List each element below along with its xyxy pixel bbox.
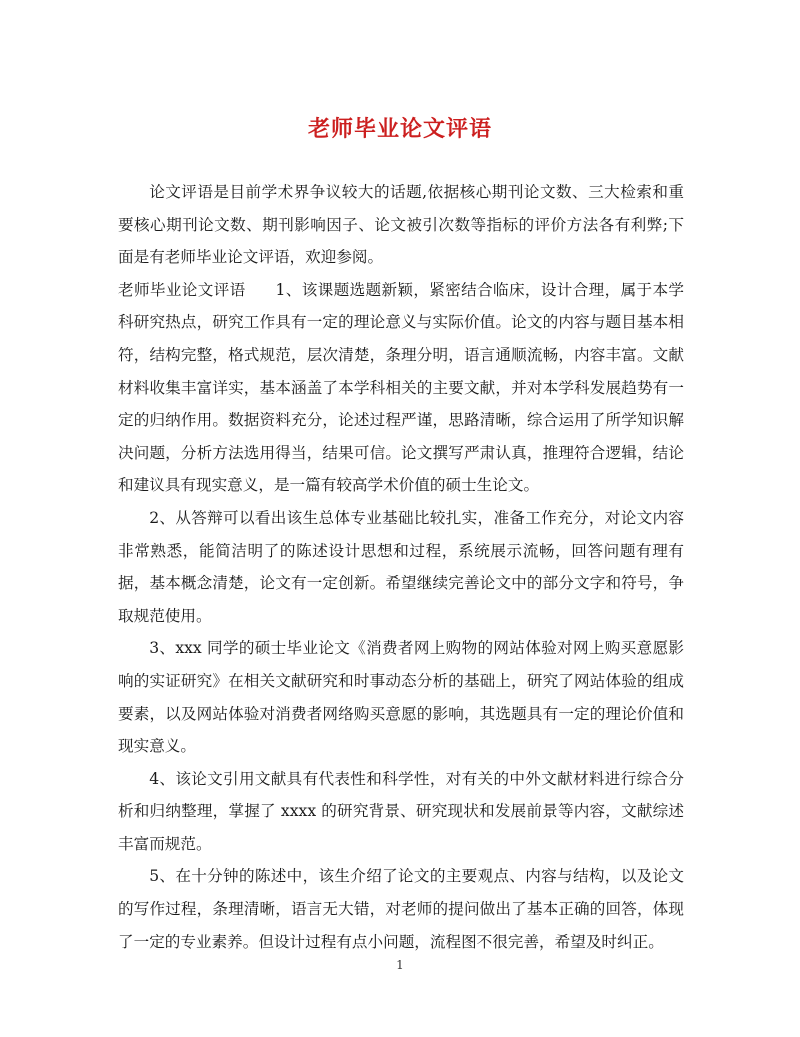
comment-5-paragraph: 5、在十分钟的陈述中，该生介绍了论文的主要观点、内容与结构，以及论文的写作过程，条理清晰，语言无大错，对老师的提问做出了基本正确的回答，体现了一定的专业素养。但设计过程有点小问题，流程图不很完善，希望及时纠正。 xyxy=(118,867,684,951)
comment-2-paragraph: 2、从答辩可以看出该生总体专业基础比较扎实，准备工作充分，对论文内容非常熟悉，能简洁明了的陈述设计思想和过程，系统展示流畅，回答问题有理有据，基本概念清楚，论文有一定创新。希望继续完善论文中的部分文字和符号，争取规范使用。 xyxy=(118,508,684,625)
document-body xyxy=(118,176,684,958)
page-number: 1 xyxy=(396,958,404,972)
comment-1-text: 1、该课题选题新颖，紧密结合临床，设计合理，属于本学科研究热点，研究工作具有一定的理论意义与实际价值。论文的内容与题目基本相符，结构完整，格式规范，层次清楚，条理分明，语言通顺流畅，内容丰富。文献材料收集丰富详实，基本涵盖了本学科相关的主要文献，并对本学科发展趋势有一定的归纳作用。数据资料充分，论述过程严谨，思路清晰，综合运用了所学知识解决问题，分析方法选用得当，结果可信。论文撰写严肃认真，推理符合逻辑，结论和建议具有现实意义，是一篇有较高学术价值的硕士生论文。 xyxy=(118,280,684,495)
comment-4-paragraph: 4、该论文引用文献具有代表性和科学性，对有关的中外文献材料进行综合分析和归纳整理，掌握了 xxxx 的研究背景、研究现状和发展前景等内容，文献综述丰富而规范。 xyxy=(118,769,684,853)
comment-3-paragraph: 3、xxx 同学的硕士毕业论文《消费者网上购物的网站体验对网上购买意愿影响的实证研究》在相关文献研究和时事动态分析的基础上，研究了网站体验的组成要素，以及网站体验对消费者网络购买意愿的影响，其选题具有一定的理论价值和现实意义。 xyxy=(118,639,684,756)
intro-paragraph: 论文评语是目前学术界争议较大的话题,依据核心期刊论文数、三大检索和重要核心期刊论文数、期刊影响因子、论文被引次数等指标的评价方法各有利弊;下面是有老师毕业论文评语，欢迎参阅。 xyxy=(118,183,684,267)
section-label: 老师毕业论文评语 xyxy=(118,280,246,299)
document-title: 老师毕业论文评语 xyxy=(307,116,492,142)
comment-1-paragraph xyxy=(118,274,684,502)
